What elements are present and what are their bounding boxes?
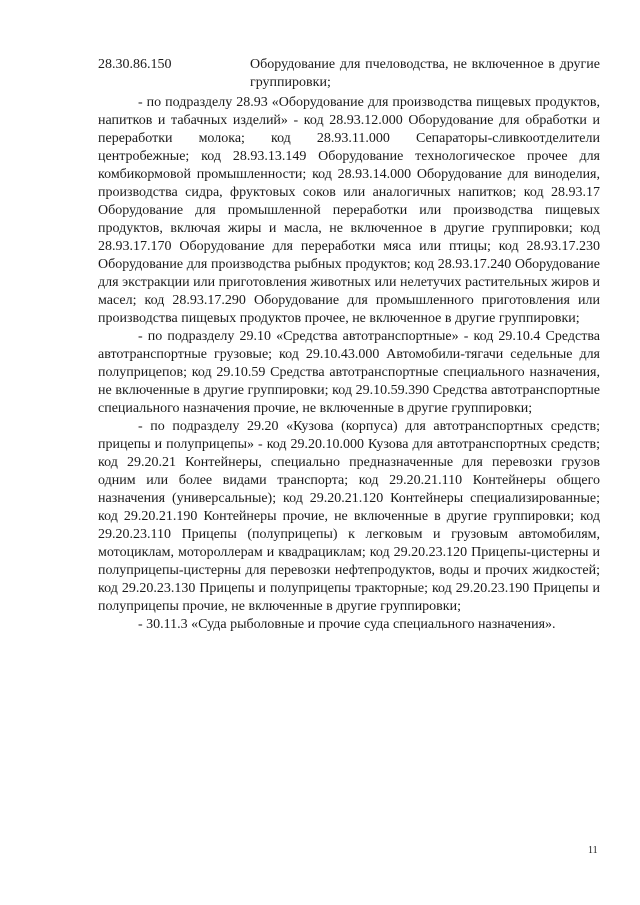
- classification-code: 28.30.86.150: [98, 57, 172, 72]
- paragraph-29-10: - по подразделу 29.10 «Средства автотранспортные» - код 29.10.4 Средства автотранспортные грузовые; код 29.10.43.000 Автомобили-тягачи седельные для полуприцепов; код 29.10.59 Средства автотранспортные специального назначения, не включенные в другие группировки; код 29.10.59.390 Средства автотранспортные специального назначения прочие, не включенные в другие группировки;: [98, 329, 600, 416]
- document-body: [98, 94, 600, 634]
- paragraph-29-20: - по подразделу 29.20 «Кузова (корпуса) для автотранспортных средств; прицепы и полуприцепы» - код 29.20.10.000 Кузова для автотранспортных средств; код 29.20.21 Контейнеры, специально предназначенные для перевозки грузов одним или более видами транспорта; код 29.20.21.110 Контейнеры общего назначения (универсальные); код 29.20.21.120 Контейнеры специализированные; код 29.20.21.190 Контейнеры прочие, не включенные в другие группировки; код 29.20.23.110 Прицепы (полуприцепы) к легковым и грузовым автомобилям, мотоциклам, мотороллерам и квадрациклам; код 29.20.23.120 Прицепы-цистерны и полуприцепы-цистерны для перевозки нефтепродуктов, воды и прочих жидкостей; код 29.20.23.130 Прицепы и полуприцепы тракторные; код 29.20.23.190 Прицепы и полуприцепы прочие, не включенные в другие группировки;: [98, 419, 600, 614]
- paragraph-28-93: - по подразделу 28.93 «Оборудование для производства пищевых продуктов, напитков и табачных изделий» - код 28.93.12.000 Оборудование для обработки и переработки молока; код 28.93.11.000 Сепараторы-сливкоотделители центробежные; код 28.93.13.149 Оборудование технологическое прочее для комбикормовой промышленности; код 28.93.14.000 Оборудование для виноделия, производства сидра, фруктовых соков или аналогичных напитков; код 28.93.17 Оборудование для промышленной переработки или производства пищевых продуктов, включая жиры и масла, не включенное в другие группировки; код 28.93.17.170 Оборудование для переработки мяса или птицы; код 28.93.17.230 Оборудование для производства рыбных продуктов; код 28.93.17.240 Оборудование для экстракции или приготовления животных или нелетучих растительных жиров и масел; код 28.93.17.290 Оборудование для промышленного приготовления или производства пищевых продуктов прочее, не включенное в другие группировки;: [98, 95, 600, 326]
- page-number: 11: [588, 845, 598, 856]
- paragraph-30-11: - 30.11.3 «Суда рыболовные и прочие суда специального назначения».: [138, 617, 556, 632]
- classification-description: Оборудование для пчеловодства, не включенное в другие группировки;: [250, 57, 600, 90]
